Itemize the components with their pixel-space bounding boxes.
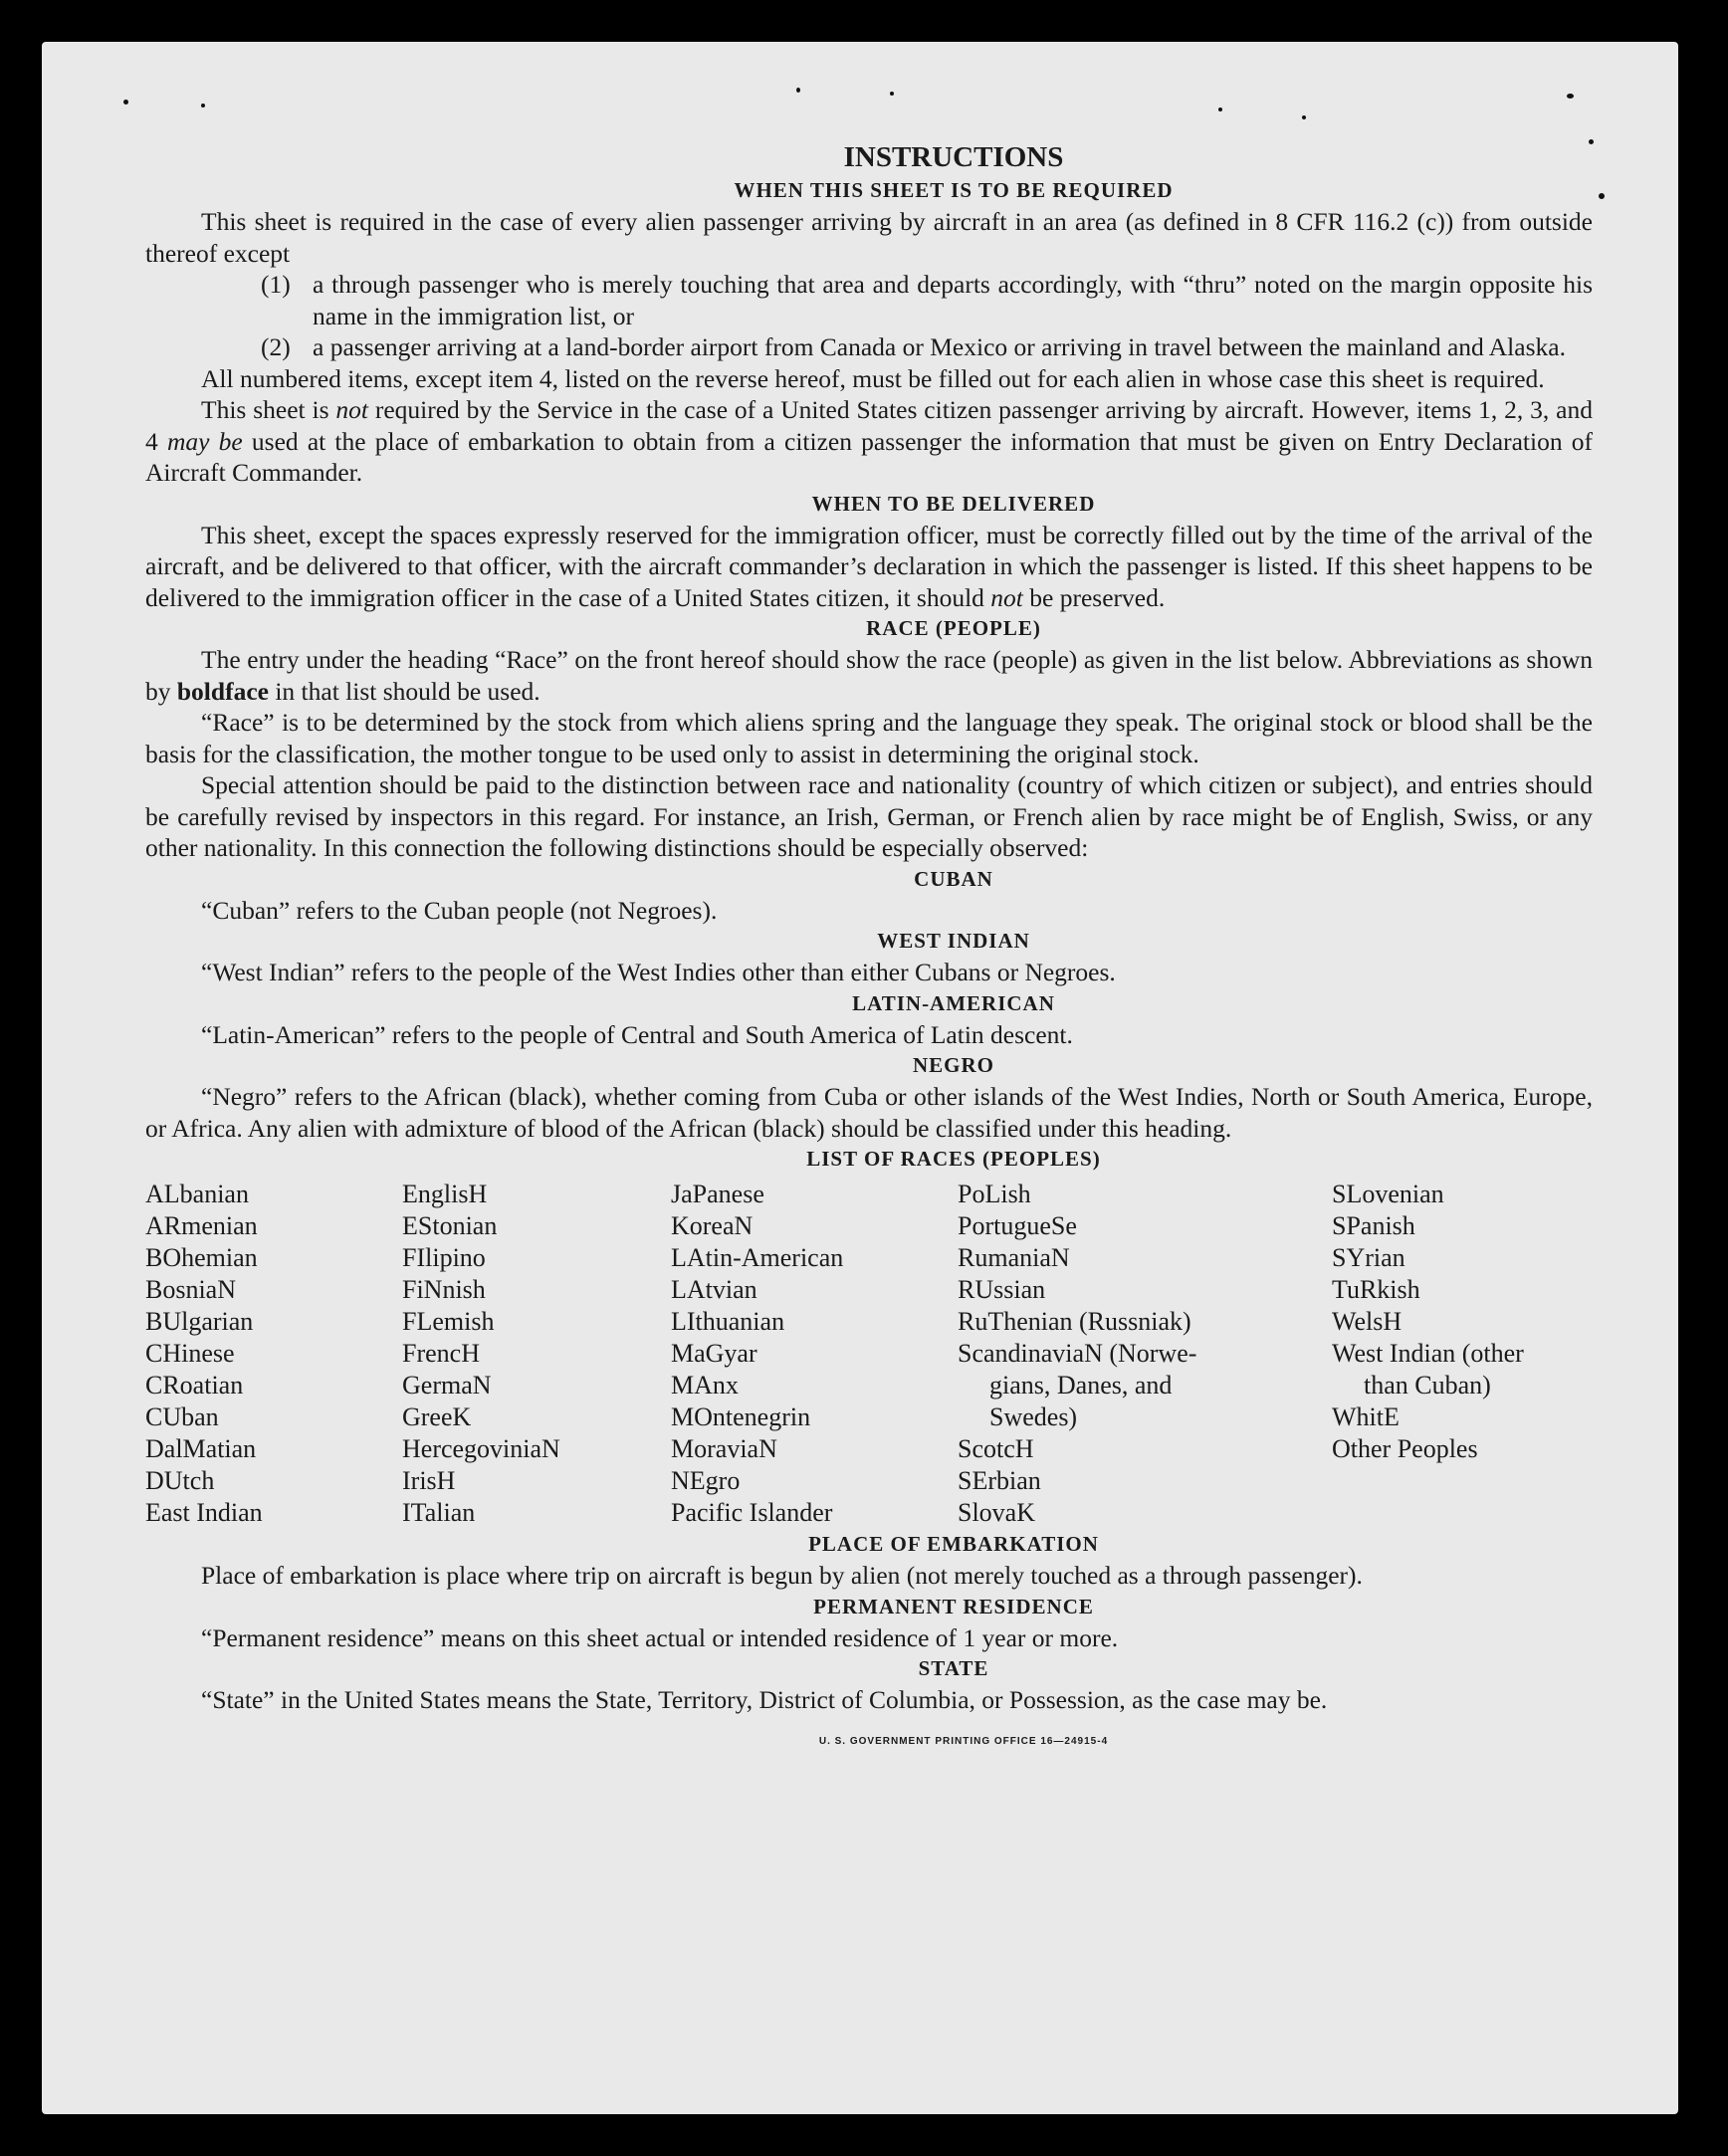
race-entry: TuRkish (1332, 1275, 1420, 1304)
race-entry: BOhemian (145, 1243, 258, 1272)
race-entry: FrencH (402, 1339, 480, 1368)
paragraph: “Latin-American” refers to the people of Central and South America of Latin descent. (201, 1019, 1073, 1049)
race-entry: CRoatian (145, 1371, 244, 1400)
heading-latin-american: LATIN-AMERICAN (852, 990, 1055, 1015)
races-column (958, 1179, 1332, 1529)
list-number: (1) (261, 270, 291, 299)
race-entry: CUban (145, 1402, 219, 1431)
race-entry: DUtch (145, 1466, 215, 1495)
race-entry: IrisH (402, 1466, 456, 1495)
race-entry: Swedes) (989, 1402, 1078, 1431)
race-entry: ScandinaviaN (Norwe- (958, 1339, 1197, 1368)
paragraph: All numbered items, except item 4, listed on the reverse hereof, must be filled out for each alien in whose case this sheet is required. (201, 363, 1545, 393)
list-item (145, 269, 1593, 331)
race-entry: PoLish (958, 1180, 1031, 1208)
race-entry: ScotcH (958, 1434, 1034, 1463)
race-entry: East Indian (145, 1498, 263, 1527)
heading-state: STATE (918, 1656, 989, 1680)
race-entry: MoraviaN (671, 1434, 777, 1463)
race-entry: BUlgarian (145, 1307, 254, 1336)
instructions-text (145, 139, 1593, 1757)
race-entry: Other Peoples (1332, 1434, 1478, 1463)
heading-list-of-races: LIST OF RACES (PEOPLES) (806, 1147, 1101, 1171)
list-text: a passenger arriving at a land-border airport from Canada or Mexico or arriving in travel between the mainland and Alaska. (313, 332, 1566, 361)
heading-cuban: CUBAN (914, 866, 993, 891)
race-entry: ALbanian (145, 1180, 249, 1208)
heading-when-required: WHEN THIS SHEET IS TO BE REQUIRED (734, 178, 1174, 202)
printer-imprint: U. S. GOVERNMENT PRINTING OFFICE 16—24915-4 (818, 1735, 1109, 1747)
heading-negro: NEGRO (912, 1053, 994, 1077)
races-column (1332, 1179, 1593, 1529)
race-entry: SPanish (1332, 1211, 1415, 1240)
heading-embarkation: PLACE OF EMBARKATION (808, 1532, 1099, 1556)
race-entry: KoreaN (671, 1211, 754, 1240)
race-entry: HercegoviniaN (402, 1434, 560, 1463)
race-entry: LIthuanian (671, 1307, 785, 1336)
paragraph: This sheet, except the spaces expressly reserved for the immigration officer, must be correctly filled out by the time of the arrival of the aircraft, and be delivered to that officer, with the aircraft commander’s declaration in which the passenger is listed. If this sheet happens to be delivered to the immigration officer in the case of a United States citizen, it should not be preserved. (145, 520, 1593, 612)
race-entry: GreeK (402, 1402, 472, 1431)
paragraph: Special attention should be paid to the distinction between race and nationality (country of which citizen or subject), and entries should be carefully revised by inspectors in this regard. For instance, an Irish, German, or French alien by race might be of English, Swiss, or any other nationality. In this connection the following distinctions should be especially observed: (145, 770, 1593, 862)
race-entry: West Indian (other (1332, 1339, 1524, 1368)
race-entry: MOntenegrin (671, 1402, 811, 1431)
heading-race: RACE (PEOPLE) (866, 616, 1041, 640)
paragraph: Place of embarkation is place where trip on aircraft is begun by alien (not merely touched as a through passenger). (201, 1561, 1363, 1590)
list-text: a through passenger who is merely touching that area and departs accordingly, with “thru” noted on the margin opposite his name in the immigration list, or (313, 270, 1593, 330)
races-column (145, 1179, 402, 1529)
paragraph: “State” in the United States means the State, Territory, District of Columbia, or Possession, as the case may be. (201, 1685, 1328, 1714)
races-column (402, 1179, 671, 1529)
race-entry: BosniaN (145, 1275, 236, 1304)
paragraph: “Permanent residence” means on this sheet actual or intended residence of 1 year or more. (201, 1622, 1119, 1652)
race-entry: LAtvian (671, 1275, 757, 1304)
race-entry: DalMatian (145, 1434, 257, 1463)
heading-residence: PERMANENT RESIDENCE (813, 1594, 1094, 1618)
paragraph: “Negro” refers to the African (black), whether coming from Cuba or other islands of the West Indies, North or South America, Europe, or Africa. Any alien with admixture of blood of the African (black) should be classified under this heading. (145, 1082, 1593, 1143)
list-item (145, 331, 1593, 363)
paragraph: “Cuban” refers to the Cuban people (not Negroes). (201, 895, 718, 925)
races-list (145, 1179, 1593, 1529)
race-entry: RuThenian (Russniak) (958, 1307, 1191, 1336)
race-entry: FiNnish (402, 1275, 486, 1304)
race-entry: ITalian (402, 1498, 476, 1527)
race-entry: EStonian (402, 1211, 498, 1240)
paragraph: This sheet is not required by the Service in the case of a United States citizen passenger arriving by aircraft. However, items 1, 2, 3, and 4 may be used at the place of embarkation to obtain from a citizen passenger the information that must be given on Entry Declaration of Aircraft Commander. (145, 395, 1594, 487)
races-column (671, 1179, 958, 1529)
race-entry: ARmenian (145, 1211, 258, 1240)
race-entry: PortugueSe (958, 1211, 1077, 1240)
paragraph: “West Indian” refers to the people of the West Indies other than either Cubans or Negroes. (201, 958, 1116, 986)
race-entry: NEgro (671, 1466, 741, 1495)
race-entry: FLemish (402, 1307, 495, 1336)
page-title: INSTRUCTIONS (843, 141, 1064, 173)
paragraph: The entry under the heading “Race” on the front hereof should show the race (people) as given in the list below. Abbreviations as shown by boldface in that list should be used. (145, 645, 1593, 706)
race-entry: LAtin-American (671, 1243, 844, 1272)
document-page (42, 42, 1678, 2114)
race-entry: Pacific Islander (671, 1498, 833, 1527)
race-entry: SYrian (1332, 1243, 1405, 1272)
race-entry: MaGyar (671, 1339, 757, 1368)
race-entry: RUssian (958, 1275, 1046, 1304)
list-number: (2) (261, 332, 291, 361)
race-entry: MAnx (671, 1371, 739, 1400)
race-entry: SlovaK (958, 1498, 1035, 1527)
race-entry: SLovenian (1332, 1180, 1444, 1208)
race-entry: GermaN (402, 1371, 492, 1400)
race-entry: FIlipino (402, 1243, 486, 1272)
race-entry: WhitE (1332, 1402, 1400, 1431)
paragraph: “Race” is to be determined by the stock from which aliens spring and the language they speak. The original stock or blood shall be the basis for the classification, the mother tongue to be used only to assist in determining the original stock. (145, 708, 1593, 768)
paragraph: This sheet is required in the case of every alien passenger arriving by aircraft in an area (as defined in 8 CFR 116.2 (c)) from outside thereof except (145, 207, 1593, 268)
race-entry: EnglisH (402, 1180, 488, 1208)
race-entry: SErbian (958, 1466, 1041, 1495)
race-entry: gians, Danes, and (989, 1371, 1173, 1400)
race-entry: RumaniaN (958, 1243, 1070, 1272)
heading-when-delivered: WHEN TO BE DELIVERED (811, 491, 1096, 516)
race-entry: CHinese (145, 1339, 235, 1368)
race-entry: JaPanese (671, 1180, 764, 1208)
heading-west-indian: WEST INDIAN (877, 929, 1030, 953)
race-entry: than Cuban) (1364, 1371, 1491, 1400)
race-entry: WelsH (1332, 1307, 1403, 1336)
